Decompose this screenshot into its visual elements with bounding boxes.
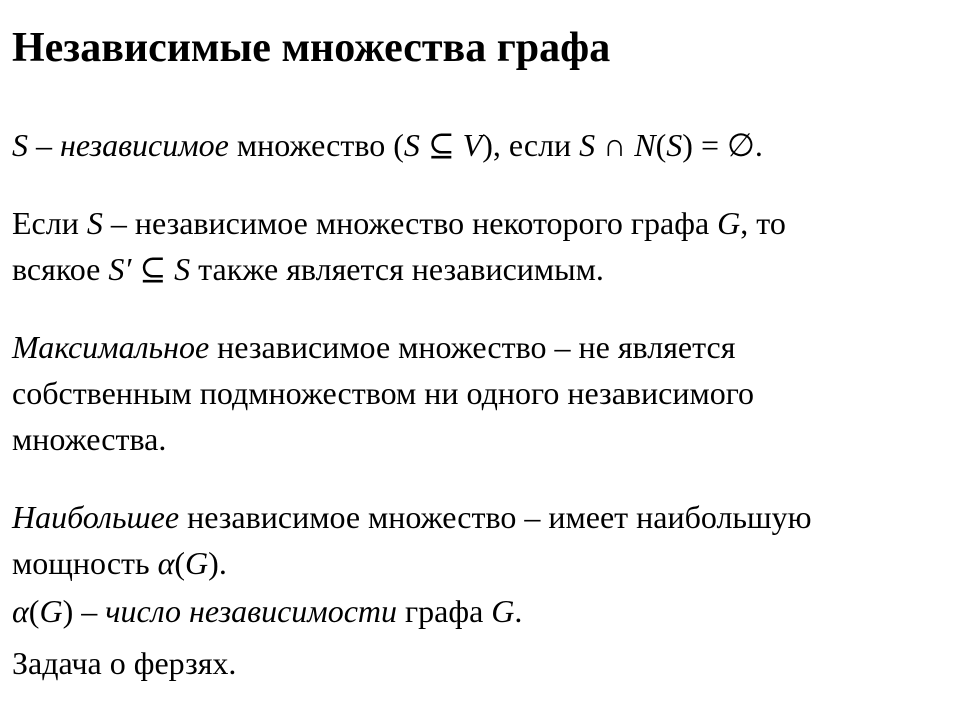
text: всякое (12, 251, 109, 287)
maximal-line-3: множества. (12, 421, 167, 457)
empty-set-symbol: ∅ (726, 127, 755, 163)
var-s: S (86, 205, 103, 241)
hereditary-line-2 (12, 246, 948, 292)
term-maximal: Максимальное (12, 329, 210, 365)
paren: ( (174, 545, 186, 581)
text: ), если (482, 127, 580, 163)
var-s: S (579, 127, 596, 163)
definition-line (12, 122, 948, 168)
term-independent: независимое (60, 127, 229, 163)
dash: – (73, 593, 106, 629)
maximal-independent-set (12, 324, 948, 462)
equals-symbol: = (692, 127, 727, 163)
var-g: G (491, 593, 515, 629)
cap-symbol: ∩ (595, 127, 635, 163)
maximal-line-1 (12, 324, 948, 370)
hereditary-line-1 (12, 200, 948, 246)
maximal-line-2: собственным подмножеством ни одного независимого (12, 375, 755, 411)
paren: ( (655, 127, 667, 163)
var-g: G (185, 545, 209, 581)
maximum-line-2 (12, 540, 948, 586)
hereditary-property (12, 200, 948, 292)
text: , то (740, 205, 786, 241)
term-independence-number: число независимости (105, 593, 397, 629)
text: также является независимым. (190, 251, 604, 287)
alpha-symbol: α (12, 593, 29, 629)
var-s: S (174, 251, 191, 287)
var-s-prime: S′ (108, 251, 132, 287)
var-s: S (403, 127, 420, 163)
dot: . (514, 593, 523, 629)
maximum-independent-set (12, 494, 948, 586)
text: – независимое множество некоторого графа (102, 205, 718, 241)
text: мощность (12, 545, 158, 581)
var-s: S (666, 127, 683, 163)
text: Если (12, 205, 87, 241)
alpha-symbol: α (157, 545, 175, 581)
var-g: G (717, 205, 741, 241)
page-title: Независимые множества графа (12, 25, 611, 71)
var-g: G (39, 593, 63, 629)
text: графа (397, 593, 492, 629)
text: независимое множество – не является (209, 329, 736, 365)
queens-problem (12, 640, 948, 686)
paren: ( (28, 593, 40, 629)
subseteq-symbol: ⊆ (131, 251, 175, 287)
dash: – (28, 127, 60, 163)
var-n: N (634, 127, 656, 163)
dot: . (754, 127, 763, 163)
var-s: S (12, 127, 28, 163)
text: независимое множество – имеет наибольшую (179, 499, 812, 535)
paren: ) (62, 593, 74, 629)
paren: ). (208, 545, 227, 581)
var-v: V (462, 127, 483, 163)
independence-number (12, 588, 948, 634)
queens-line: Задача о ферзях. (12, 645, 237, 681)
subseteq-symbol: ⊆ (419, 127, 463, 163)
term-maximum: Наибольшее (12, 499, 180, 535)
independence-number-line (12, 588, 948, 634)
maximum-line-1 (12, 494, 948, 540)
definition-independent-set (12, 122, 948, 168)
paren: ) (682, 127, 693, 163)
text: множество ( (228, 127, 404, 163)
